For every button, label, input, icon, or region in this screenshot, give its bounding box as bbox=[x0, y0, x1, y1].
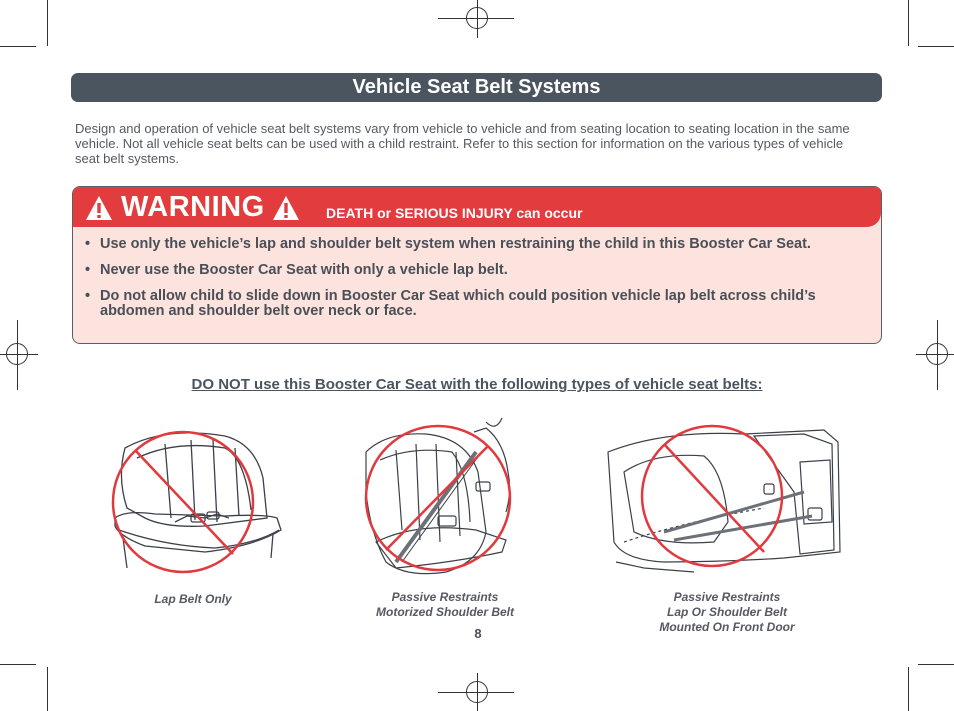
lap-belt-seat-icon bbox=[105, 418, 285, 586]
warning-bullet: • Never use the Booster Car Seat with only a vehicle lap belt. bbox=[85, 263, 875, 278]
warning-list bbox=[85, 237, 875, 330]
caption-line: Motorized Shoulder Belt bbox=[376, 605, 514, 619]
crop-mark bbox=[918, 664, 954, 665]
crop-mark bbox=[908, 667, 909, 711]
caption-line: Passive Restraints bbox=[673, 590, 781, 604]
registration-line bbox=[438, 692, 514, 693]
caption-line: Passive Restraints bbox=[391, 590, 499, 604]
registration-line bbox=[916, 354, 954, 355]
warning-triangle-icon bbox=[272, 195, 300, 221]
caption-line: Lap Belt Only bbox=[154, 592, 232, 606]
registration-line bbox=[0, 354, 38, 355]
section-title-bar bbox=[71, 73, 882, 102]
do-not-heading: DO NOT use this Booster Car Seat with the following types of vehicle seat belts: bbox=[191, 376, 763, 393]
crop-mark bbox=[0, 46, 36, 47]
intro-paragraph: Design and operation of vehicle seat belt systems vary from vehicle to vehicle and from seating location to seating location in the same vehicle. Not all vehicle seat belts can be used with a child restraint. Refer to this section for information on the various types of vehicle seat belt systems. bbox=[75, 121, 850, 166]
crop-mark bbox=[0, 664, 36, 665]
warning-bullet: • Use only the vehicle’s lap and shoulder belt system when restraining the child in this Booster Car Seat. bbox=[85, 237, 875, 252]
registration-line bbox=[477, 673, 478, 711]
warning-header bbox=[73, 187, 881, 227]
motorized-shoulder-belt-icon bbox=[356, 412, 524, 592]
warning-bullet: • Do not allow child to slide down in Booster Car Seat which could position vehicle lap belt across child’s abdomen and shoulder belt over neck or face. bbox=[85, 289, 875, 319]
warning-triangle-icon bbox=[85, 195, 113, 221]
caption-lap-belt bbox=[128, 592, 258, 607]
door-mounted-belt-icon bbox=[604, 412, 848, 584]
prohibition-slash bbox=[664, 444, 764, 552]
warning-subtitle: DEATH or SERIOUS INJURY can occur bbox=[326, 205, 583, 221]
caption-door-belt bbox=[632, 590, 822, 635]
page-number: 8 bbox=[474, 626, 482, 641]
crop-mark bbox=[47, 0, 48, 46]
registration-line bbox=[438, 18, 514, 19]
warning-box bbox=[72, 186, 882, 344]
registration-line bbox=[477, 0, 478, 38]
caption-line: Lap Or Shoulder Belt bbox=[666, 605, 787, 619]
caption-motorized-belt bbox=[350, 590, 540, 620]
page-title: Vehicle Seat Belt Systems bbox=[352, 76, 601, 98]
crop-mark bbox=[908, 0, 909, 46]
caption-line: Mounted On Front Door bbox=[659, 620, 795, 634]
crop-mark bbox=[47, 667, 48, 711]
crop-mark bbox=[918, 46, 954, 47]
warning-word: WARNING bbox=[121, 191, 265, 223]
